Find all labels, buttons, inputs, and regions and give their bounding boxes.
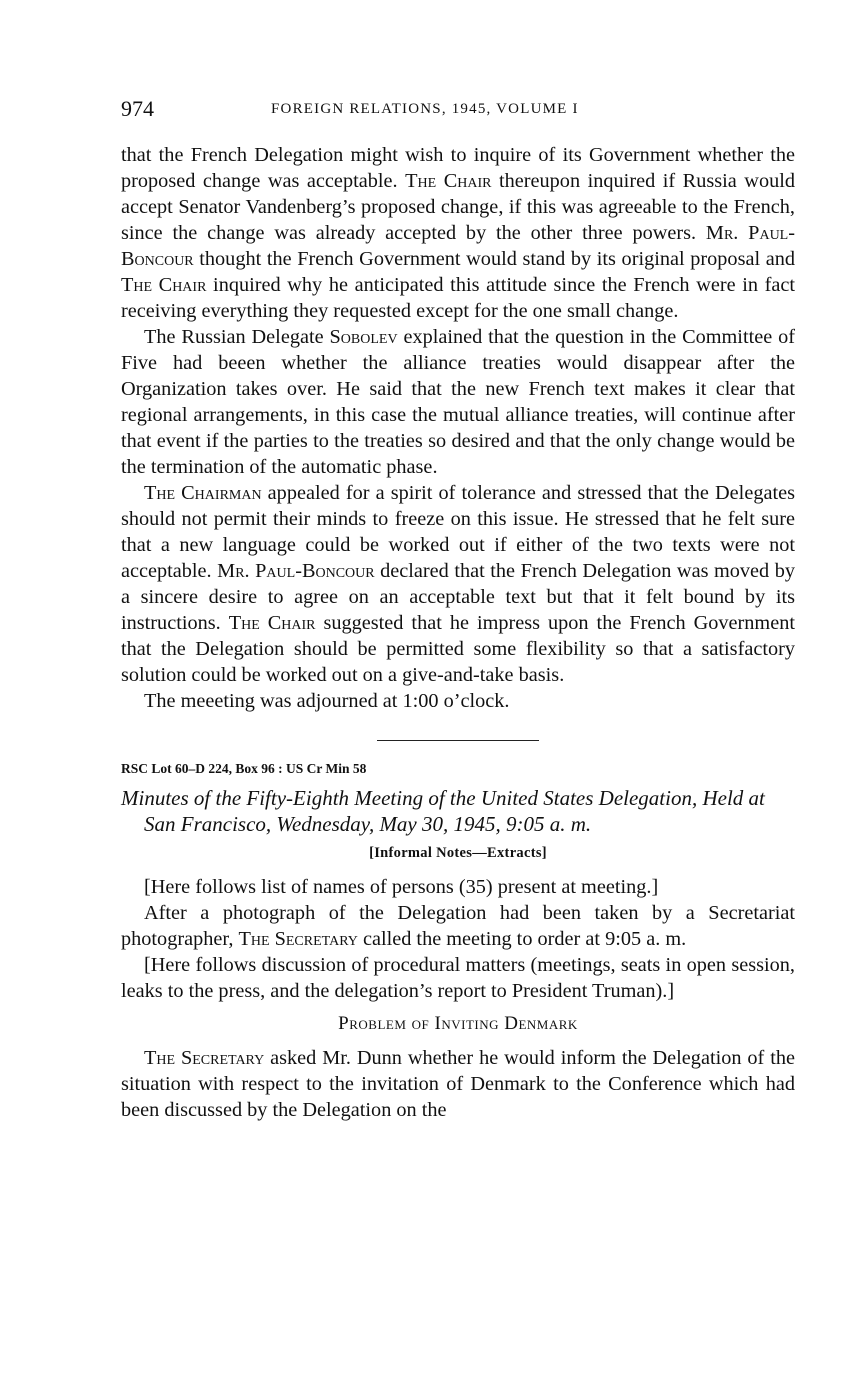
page-body bbox=[121, 142, 795, 1123]
paragraph-continuation: that the French Delegation might wish to inquire of its Government whether the proposed change was acceptable. The Chair thereupon inquired if Russia would accept Senator Vandenberg’s proposed change, if this was agreeable to the French, since the change was already accepted by the other three powers. Mr. Paul-Boncour thought the French Government would stand by its original proposal and The Chair inquired why he anticipated this attitude since the French were in fact receiving everything they requested except for the one small change. bbox=[121, 144, 796, 322]
page-number: 974 bbox=[121, 96, 154, 121]
section-divider bbox=[377, 740, 539, 741]
document-subheading: [Informal Notes—Extracts] bbox=[369, 845, 547, 861]
running-head: FOREIGN RELATIONS, 1945, VOLUME I bbox=[271, 101, 579, 117]
page-header bbox=[121, 96, 795, 124]
paragraph-photograph: After a photograph of the Delegation had been taken by a Secretariat photographer, The Secretary called the meeting to order at 9:05 a. m. bbox=[121, 902, 795, 950]
paragraph-attendance: [Here follows list of names of persons (35) present at meeting.] bbox=[144, 876, 659, 898]
paragraph-denmark: The Secretary asked Mr. Dunn whether he would inform the Delegation of the situation with respect to the invitation of Denmark to the Conference which had been discussed by the Delegation on the bbox=[121, 1047, 795, 1121]
paragraph-chairman: The Chairman appealed for a spirit of tolerance and stressed that the Delegates should not permit their minds to freeze on this issue. He stressed that he felt sure that a new language could be worked out if either of the two texts were not acceptable. Mr. Paul-Boncour declared that the French Delegation was moved by a sincere desire to agree on an acceptable text but that it felt bound by its instructions. The Chair suggested that he impress upon the French Government that the Delegation should be permitted some flexibility so that a satisfactory solution could be worked out on a give-and-take basis. bbox=[121, 482, 796, 686]
document-title: Minutes of the Fifty-Eighth Meeting of the United States Delegation, Held at San Francisco, Wednesday, May 30, 1945, 9:05 a. m. bbox=[121, 786, 765, 836]
section-heading: Problem of Inviting Denmark bbox=[338, 1013, 578, 1034]
source-citation: RSC Lot 60–D 224, Box 96 : US Cr Min 58 bbox=[121, 761, 367, 776]
paragraph-adjourned: The meeeting was adjourned at 1:00 o’clock. bbox=[144, 690, 510, 712]
paragraph-procedural: [Here follows discussion of procedural matters (meetings, seats in open session, leaks to the press, and the delegation’s report to President Truman).] bbox=[121, 954, 795, 1002]
paragraph-sobolev: The Russian Delegate Sobolev explained that the question in the Committee of Five had beeen whether the alliance treaties would disappear after the Organization takes over. He said that the new French text makes it clear that regional arrangements, in this case the mutual alliance treaties, will continue after that event if the parties to the treaties so desired and that the only change would be the termination of the automatic phase. bbox=[121, 326, 795, 478]
